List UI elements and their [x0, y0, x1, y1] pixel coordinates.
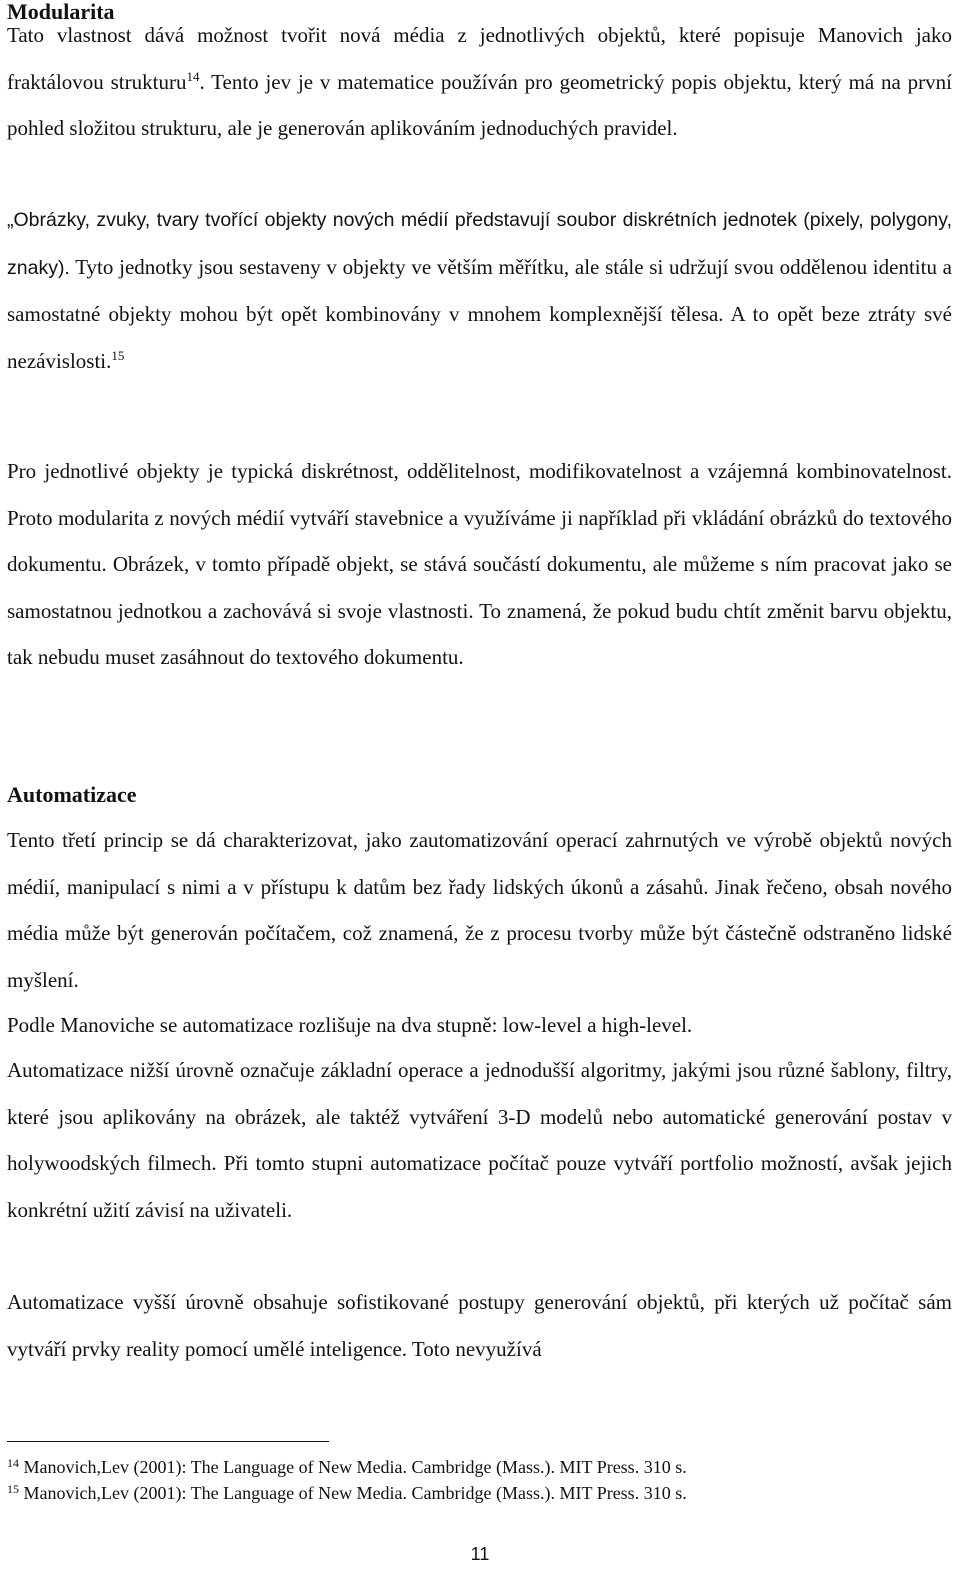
- footnote-ref-15: 15: [111, 347, 125, 363]
- footnote-divider: [7, 1441, 329, 1442]
- paragraph-modularita-objects: Pro jednotlivé objekty je typická diskrétnost, oddělitelnost, modifikovatelnost a vzájemná kombinovatelnost. Proto modularita z nových médií vytváří stavebnice a využíváme ji například při vkládání obrázků do textového dokumentu. Obrázek, v tomto případě objekt, se stává součástí dokumentu, ale můžeme s ním pracovat jako se samostatnou jednotkou a zachovává si svoje vlastnosti. To znamená, že pokud budu chtít změnit barvu objektu, tak nebudu muset zasáhnout do textového dokumentu.: [7, 459, 952, 669]
- footnote-number: 15: [7, 1482, 19, 1496]
- paragraph-modularita-intro: [7, 12, 952, 152]
- paragraph-low-level: Automatizace nižší úrovně označuje základní operace a jednodušší algoritmy, jakými jsou různé šablony, filtry, které jsou aplikovány na obrázek, ale taktéž vytváření 3-D modelů nebo automatické generování postav v holywoodských filmech. Při tomto stupni automatizace počítač pouze vytváří portfolio možností, avšak jejich konkrétní užití závisí na uživateli.: [7, 1058, 952, 1222]
- footnote-15: [7, 1481, 952, 1505]
- paragraph-text: Tato vlastnost dává možnost tvořit nová média z jednotlivých objektů, které popisuje Manovich jako fraktálovou strukturu: [7, 23, 952, 94]
- paragraph-quote: [7, 196, 952, 384]
- paragraph-text: . Tento jev je v matematice používán pro geometrický popis objektu, který má na první pohled složitou strukturu, ale je generován aplikováním jednoduchých pravidel.: [7, 69, 953, 140]
- paragraph-automatizace-levels: Podle Manoviche se automatizace rozlišuje na dva stupně: low-level a high-level.: [7, 1013, 693, 1037]
- page-number: 11: [470, 1544, 490, 1564]
- footnote-text: Manovich,Lev (2001): The Language of New Media. Cambridge (Mass.). MIT Press. 310 s.: [23, 1483, 687, 1503]
- footnote-14: [7, 1455, 952, 1479]
- section-heading-modularita: Modularita: [7, 0, 115, 24]
- footnote-text: Manovich,Lev (2001): The Language of New Media. Cambridge (Mass.). MIT Press. 310 s.: [23, 1457, 687, 1477]
- paragraph-high-level: Automatizace vyšší úrovně obsahuje sofistikované postupy generování objektů, při kterých už počítač sám vytváří prvky reality pomocí umělé inteligence. Toto nevyužívá: [7, 1290, 952, 1361]
- footnote-ref-14: 14: [186, 68, 200, 84]
- paragraph-automatizace-intro: Tento třetí princip se dá charakterizovat, jako zautomatizování operací zahrnutých ve výrobě objektů nových médií, manipulací s nimi a v přístupu k datům bez řady lidských úkonů a zásahů. Jinak řečeno, obsah nového média může být generován počítačem, což znamená, že z procesu tvorby může být částečně odstraněno lidské myšlení.: [7, 828, 952, 992]
- quote-text: „Obrázky, zvuky, tvary tvořící objekty nových médií představují soubor diskrétních jednotek (pixely, polygony, znaky).: [7, 209, 952, 279]
- paragraph-text: Tyto jednotky jsou sestaveny v objekty ve větším měřítku, ale stále si udržují svou oddělenou identitu a samostatné objekty mohou být opět kombinovány v mnohem komplexnější tělesa. A to opět beze ztráty své nezávislosti.: [7, 254, 952, 373]
- section-heading-automatizace: Automatizace: [7, 782, 137, 807]
- footnote-number: 14: [7, 1456, 19, 1470]
